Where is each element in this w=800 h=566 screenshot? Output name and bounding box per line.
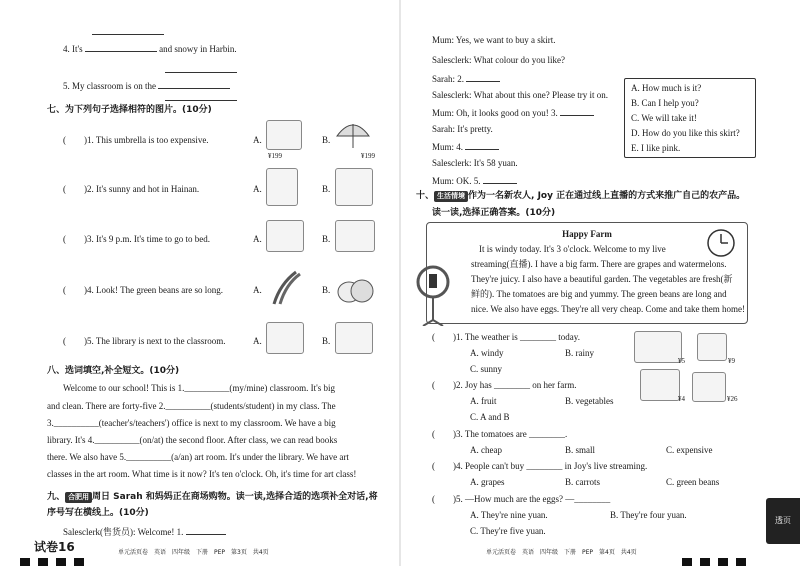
passage-title: Happy Farm [562,229,612,239]
s10-q1-c: C. sunny [470,364,503,374]
s7-item-3: ( )3. It's 9 p.m. It's time to go to bed. [63,234,210,244]
s7-item-2-b-label: B. [322,184,331,194]
dialog-line-1: Mum: Yes, we want to buy a skirt. [432,35,556,45]
s10-q4-b: B. carrots [565,477,600,487]
price-grapes: ¥26 [727,395,738,403]
s8-line-2: and clean. There are forty-five 2.__________(students/student) in my class. The [47,401,336,411]
s10-q4-a: A. grapes [470,477,505,487]
s7-item-1-a-label: A. [253,135,262,145]
grapes-box-picture [692,372,726,402]
left-footer-info: 单元活页卷 英语 四年级 下册 PEP 第3页 共4页 [118,549,269,556]
answer-blank[interactable] [85,42,157,52]
s8-line-4: library. It's 4.__________(on/at) the second floor. After class, we can read books [47,435,338,445]
answer-blank[interactable] [465,140,499,150]
s10-q1-b: B. rainy [565,348,594,358]
answer-blank[interactable] [186,525,226,535]
tag-badge: 合肥用 [65,492,92,503]
s10-q3-c: C. expensive [666,445,713,455]
option-a: A. How much is it? [631,83,702,93]
price-beans: ¥9 [728,357,735,365]
s7-item-2-a-label: A. [253,184,262,194]
green-beans-picture [266,270,306,306]
option-c: C. We will take it! [631,113,697,123]
section-10-title: 十、 生活情境 作为一名新农人, Joy 正在通过线上直播的方式来推广自己的农产品。 [416,191,746,201]
passage-line-2: streaming(直播). I have a big farm. There are grapes and watermelons. [471,259,727,269]
option-b: B. Can I help you? [631,98,699,108]
passage-box [426,222,748,324]
s7-item-2: ( )2. It's sunny and hot in Hainan. [63,184,200,194]
side-tab: 透页 [766,498,800,544]
dialog-line-8: Salesclerk: It's 58 yuan. [432,158,518,168]
answer-blank-upper [92,34,164,35]
option-d: D. How do you like this skirt? [631,128,740,138]
s10-q1-a: A. windy [470,348,504,358]
answer-blank[interactable] [483,174,517,184]
edge-mark [718,558,728,566]
s8-line-1: Welcome to our school! This is 1.__________(my/mine) classroom. It's big [63,383,335,393]
s7-item-4-b-label: B. [322,285,331,295]
boy-sunny-picture [335,168,373,206]
dialog-line-2: Salesclerk: What colour do you like? [432,55,566,65]
price-a: ¥199 [268,152,282,160]
s7-item-1-b-label: B. [322,135,331,145]
tomatoes-picture [640,369,680,401]
left-q4: 4. It's and snowy in Harbin. [63,44,237,54]
eggs-picture [634,331,682,363]
passage-line-5: nice. We also have eggs. They're all very cheap. Come and take them home! [471,304,745,314]
answer-blank-lower [165,100,237,101]
edge-mark [56,558,66,566]
passage-line-1: It is windy today. It's 3 o'clock. Welcome to my live [479,244,666,254]
clock-icon [706,228,736,258]
s7-item-3-a-label: A. [253,234,262,244]
dialog-line-5: Mum: Oh, it looks good on you! 3. [432,106,594,119]
dialog-line-4: Salesclerk: What about this one? Please try it on. [432,90,609,100]
left-q5: 5. My classroom is on the [63,79,230,92]
s7-item-4-a-label: A. [253,285,262,295]
s8-line-6: classes in the art room. What time is it now? It's ten o'clock. Oh, it's time for art class! [47,469,357,479]
tag-badge: 生活情境 [434,191,468,202]
s10-q2-a: A. fruit [470,396,497,406]
umbrella-picture [333,118,373,150]
section-8-title: 八、选词填空,补全短文。(10分) [47,366,180,376]
beans-picture [697,333,727,361]
s10-q3-a: A. cheap [470,445,502,455]
answer-blank[interactable] [158,79,230,89]
edge-mark [74,558,84,566]
s7-item-5-a-label: A. [253,336,262,346]
s10-q5-a: A. They're nine yuan. [470,510,548,520]
onions-picture [335,272,375,304]
s10-q5-b: B. They're four yuan. [610,510,687,520]
ring-light-phone-icon [413,262,453,326]
s10-q4: ( )4. People can't buy ________ in Joy's live streaming. [432,461,648,471]
bed-picture [335,220,375,252]
building-b-picture [335,322,373,354]
s7-item-4: ( )4. Look! The green beans are so long. [63,285,224,295]
price-eggs: ¥5 [678,357,685,365]
answer-blank-upper [165,72,237,73]
s7-item-5-b-label: B. [322,336,331,346]
boy-winter-picture [266,168,298,206]
s10-q3: ( )3. The tomatoes are ________. [432,429,568,439]
building-a-picture [266,322,304,354]
s10-q2-c: C. A and B [470,412,510,422]
s8-line-3: 3.__________(teacher's/teachers') office is next to my classroom. We have a big [47,418,336,428]
dialog-line-9: Mum: OK. 5. [432,174,517,187]
s10-q4-c: C. green beans [666,477,720,487]
s10-q3-b: B. small [565,445,596,455]
dialog-line-7: Mum: 4. [432,140,499,153]
s10-q1: ( )1. The weather is ________ today. [432,332,580,342]
s10-q5-c: C. They're five yuan. [470,526,546,536]
s10-q2-b: B. vegetables [565,396,614,406]
section-9-title: 九、 合肥用 周日 Sarah 和妈妈正在商场购物。读一读,选择合适的选项补全对话,将 [47,492,378,502]
section-7-title: 七、为下列句子选择相符的图片。(10分) [47,105,212,115]
options-box [624,78,756,158]
s10-q5: ( )5. —How much are the eggs? —________ [432,494,611,504]
dialog-line-6: Sarah: It's pretty. [432,124,493,134]
s7-item-3-b-label: B. [322,234,331,244]
tv-room-picture [266,220,304,252]
passage-line-3: They're juicy. I also have a beautiful garden. The vegetables are fresh(新 [471,274,733,284]
price-b: ¥199 [361,152,375,160]
s7-item-1: ( )1. This umbrella is too expensive. [63,135,209,145]
page-number-label: 试卷16 [34,540,75,554]
edge-mark [700,558,710,566]
page-divider [399,0,401,566]
section-9-title-2: 序号写在横线上。(10分) [47,508,149,518]
s8-line-5: there. We also have 5.__________(a/an) art room. It's under the library. We have art [47,452,349,462]
scarf-picture [266,120,302,150]
s7-item-5: ( )5. The library is next to the classroom. [63,336,226,346]
passage-line-4: 鲜的). The tomatoes are big and yummy. The green beans are long and [471,289,727,299]
answer-blank[interactable] [560,106,594,116]
right-footer-info: 单元活页卷 英语 四年级 下册 PEP 第4页 共4页 [486,549,637,556]
edge-mark [682,558,692,566]
option-e: E. I like pink. [631,143,681,153]
dialog-line-3: Sarah: 2. [432,72,500,85]
section-10-title-2: 读一读,选择正确答案。(10分) [432,208,556,218]
price-tomatoes: ¥4 [678,395,685,403]
edge-mark [20,558,30,566]
edge-mark [736,558,746,566]
answer-blank[interactable] [466,72,500,82]
edge-mark [38,558,48,566]
s9-first-line: Salesclerk(售货员): Welcome! 1. [63,525,226,538]
s10-q2: ( )2. Joy has ________ on her farm. [432,380,577,390]
